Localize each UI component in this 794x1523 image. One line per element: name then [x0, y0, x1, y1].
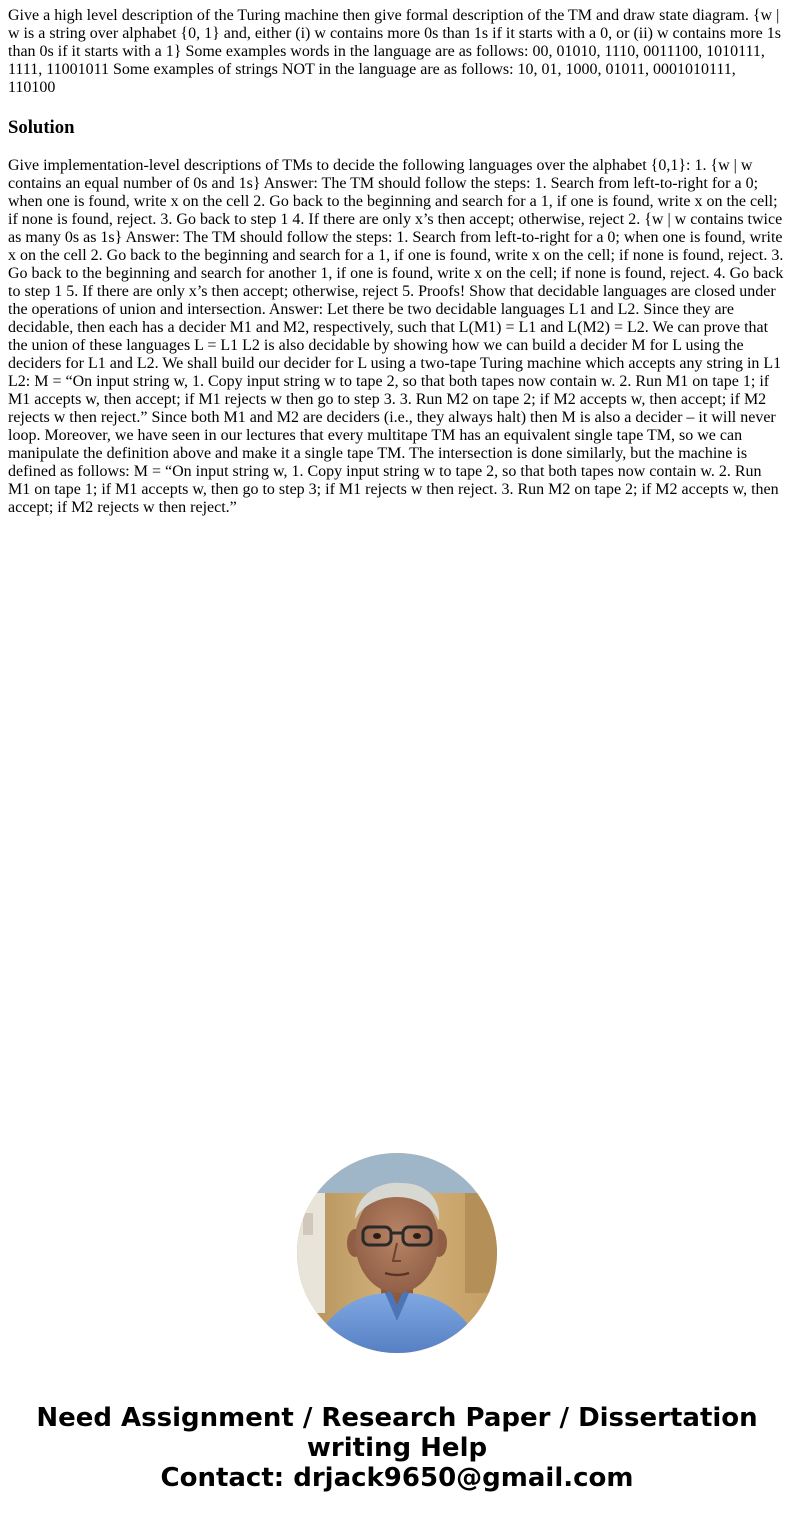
promo-line-1: Need Assignment / Research Paper / Dissertation: [36, 1403, 758, 1433]
question-text: Give a high level description of the Turing machine then give formal description of the TM and draw state diagram. {w | w is a string over alphabet {0, 1} and, either (i) w contains more 0s than 1s if it starts with a 0, or (ii) w contains more 1s than 0s if it starts with a 1} Some examples words in the language are as follows: 00, 01010, 1110, 0011100, 1010111, 1111, 11001011 Some examples of strings NOT in the language are as follows: 10, 01, 1000, 01011, 0001010111, 110100: [8, 7, 781, 96]
solution-heading: Solution: [8, 117, 75, 138]
promo-banner: [0, 1403, 794, 1493]
promo-line-2: writing Help: [306, 1433, 488, 1463]
author-avatar: [297, 1153, 497, 1353]
avatar-photo: [297, 1153, 497, 1353]
solution-text: Give implementation-level descriptions of TMs to decide the following languages over the alphabet {0,1}: 1. {w | w contains an equal number of 0s and 1s} Answer: The TM should follow the steps: 1. Search from left-to-right for a 0; when one is found, write x on the cell 2. Go back to the beginning and search for a 1, if one is found, write x on the cell; if none is found, reject. 3. Go back to step 1 4. If there are only x’s then accept; otherwise, reject 2. {w | w contains twice as many 0s as 1s} Answer: The TM should follow the steps: 1. Search from left-to-right for a 0; when one is found, write x on the cell 2. Go back to the beginning and search for a 1, if one is found, write x on the cell; if none is found, reject. 3. Go back to the beginning and search for another 1, if one is found, write x on the cell; if none is found, reject. 4. Go back to step 1 5. If there are only x’s then accept; otherwise, reject 5. Proofs! Show that decidable languages are closed under the operations of union and intersection. Answer: Let there be two decidable languages L1 and L2. Since they are decidable, then each has a decider M1 and M2, respectively, such that L(M1) = L1 and L(M2) = L2. We can prove that the union of these languages L = L1 L2 is also decidable by showing how we can build a decider M for L using the deciders for L1 and L2. We shall build our decider for L using a two-tape Turing machine which accepts any string in L1 L2: M = “On input string w, 1. Copy input string w to tape 2, so that both tapes now contain w. 2. Run M1 on tape 1; if M1 accepts w, then accept; if M1 rejects w then go to step 3. 3. Run M2 on tape 2; if M2 accepts w, then accept; if M2 rejects w then reject.” Since both M1 and M2 are deciders (i.e., they always halt) then M is also a decider – it will never loop. Moreover, we have seen in our lectures that every multitape TM has an equivalent single tape TM, so we can manipulate the definition above and make it a single tape TM. The intersection is done similarly, but the machine is defined as follows: M = “On input string w, 1. Copy input string w to tape 2, so that both tapes now contain w. 2. Run M1 on tape 1; if M1 accepts w, then go to step 3; if M1 rejects w then reject. 3. Run M2 on tape 2; if M2 accepts w, then accept; if M2 rejects w then reject.”: [8, 157, 784, 516]
promo-contact: Contact: drjack9650@gmail.com: [160, 1463, 634, 1493]
